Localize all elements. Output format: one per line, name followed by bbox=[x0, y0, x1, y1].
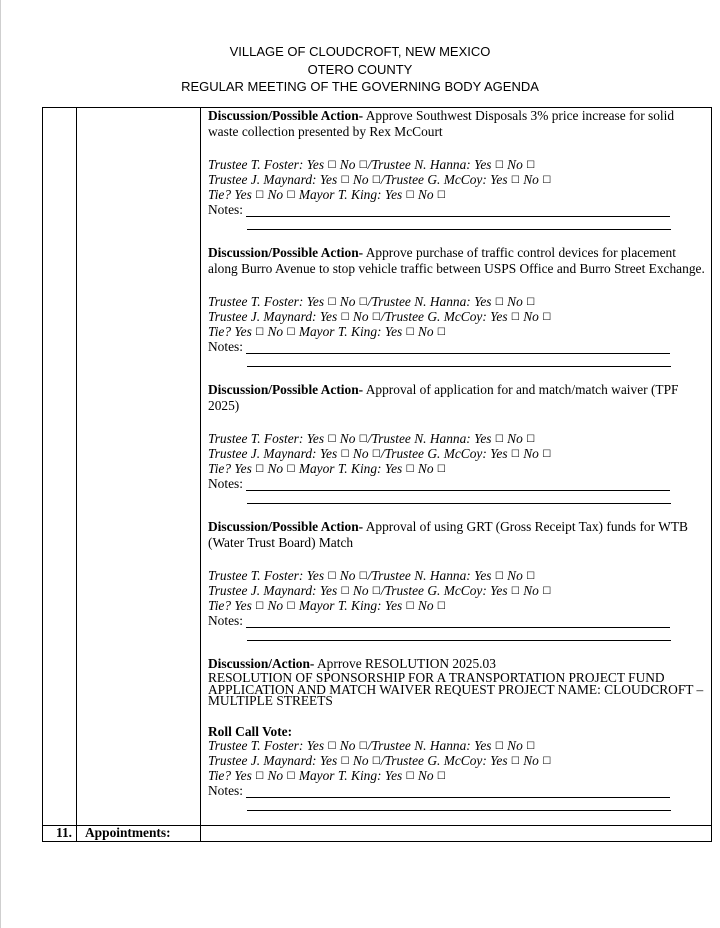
agenda-table bbox=[42, 107, 712, 842]
checkbox-hanna-yes[interactable]: ☐ bbox=[494, 297, 504, 308]
vote-label: Mayor T. King: Yes bbox=[298, 461, 403, 476]
vote-label: Trustee T. Foster: Yes bbox=[208, 294, 325, 309]
vote-label: No bbox=[267, 324, 284, 339]
vote-block bbox=[208, 739, 705, 784]
cell-number bbox=[43, 108, 77, 826]
vote-label: Tie? Yes bbox=[208, 324, 252, 339]
vote-label: /Trustee G. McCoy: Yes bbox=[380, 752, 508, 768]
checkbox-hanna-yes[interactable]: ☐ bbox=[494, 571, 504, 582]
vote-line-tie-mayor bbox=[208, 769, 705, 784]
checkbox-maynard-yes[interactable]: ☐ bbox=[340, 312, 350, 323]
vote-line-tie-mayor bbox=[208, 325, 705, 340]
cell-label bbox=[77, 108, 201, 826]
checkbox-hanna-yes[interactable]: ☐ bbox=[494, 434, 504, 445]
vote-label: No bbox=[352, 309, 372, 324]
vote-label: No bbox=[267, 461, 284, 476]
vote-line-tie-mayor bbox=[208, 188, 705, 203]
vote-label: Tie? Yes bbox=[208, 598, 252, 613]
checkbox-hanna-no[interactable]: ☐ bbox=[526, 740, 536, 752]
header-meeting: REGULAR MEETING OF THE GOVERNING BODY AGENDA bbox=[181, 79, 539, 94]
checkbox-mccoy-no[interactable]: ☐ bbox=[542, 312, 552, 323]
vote-line-foster-hanna bbox=[208, 739, 705, 754]
vote-label: No bbox=[339, 294, 359, 309]
checkbox-foster-no[interactable]: ☐ bbox=[358, 571, 368, 582]
action-item-title: Discussion/Possible Action- bbox=[208, 108, 364, 123]
notes-label: Notes: bbox=[208, 782, 243, 798]
vote-label: Trustee J. Maynard: Yes bbox=[208, 172, 338, 187]
spacer bbox=[208, 277, 705, 295]
vote-label: No bbox=[339, 431, 359, 446]
page-edge bbox=[0, 0, 1, 928]
checkbox-foster-no[interactable]: ☐ bbox=[358, 434, 368, 445]
vote-label: No bbox=[352, 446, 372, 461]
vote-label: No bbox=[267, 598, 284, 613]
vote-block bbox=[208, 158, 705, 203]
item-label: Appointments: bbox=[77, 825, 201, 841]
header-county: OTERO COUNTY bbox=[307, 61, 413, 77]
notes-row bbox=[208, 203, 705, 217]
checkbox-mayor-yes[interactable]: ☐ bbox=[405, 601, 415, 612]
notes-input-line-1[interactable] bbox=[246, 344, 670, 354]
vote-label: No bbox=[339, 568, 359, 583]
checkbox-mccoy-yes[interactable]: ☐ bbox=[510, 175, 520, 186]
vote-label: No bbox=[339, 157, 359, 172]
vote-label: No bbox=[417, 187, 434, 202]
checkbox-mccoy-no[interactable]: ☐ bbox=[542, 449, 552, 460]
checkbox-mayor-no[interactable]: ☐ bbox=[436, 464, 446, 475]
vote-label: No bbox=[523, 446, 539, 461]
item-content bbox=[201, 825, 712, 841]
checkbox-mayor-yes[interactable]: ☐ bbox=[405, 327, 415, 338]
checkbox-tie-no[interactable]: ☐ bbox=[286, 464, 296, 475]
notes-row bbox=[208, 784, 705, 798]
vote-label: /Trustee N. Hanna: Yes bbox=[367, 431, 492, 446]
vote-label: Mayor T. King: Yes bbox=[298, 187, 403, 202]
notes-label: Notes: bbox=[208, 202, 243, 217]
action-item bbox=[208, 382, 705, 504]
vote-label: No bbox=[523, 752, 539, 768]
vote-label: /Trustee G. McCoy: Yes bbox=[380, 446, 508, 461]
notes-input-line-1[interactable] bbox=[246, 618, 670, 628]
checkbox-foster-yes[interactable]: ☐ bbox=[327, 160, 337, 171]
spacer bbox=[208, 707, 705, 725]
action-items bbox=[201, 108, 711, 811]
checkbox-foster-yes[interactable]: ☐ bbox=[327, 571, 337, 582]
vote-label: No bbox=[417, 324, 434, 339]
vote-label: No bbox=[523, 583, 539, 598]
action-item-description bbox=[208, 519, 705, 551]
vote-label: /Trustee N. Hanna: Yes bbox=[367, 568, 492, 583]
vote-line-maynard-mccoy bbox=[208, 754, 705, 769]
checkbox-mccoy-no[interactable]: ☐ bbox=[542, 175, 552, 186]
notes-row bbox=[208, 477, 705, 491]
checkbox-maynard-yes[interactable]: ☐ bbox=[340, 449, 350, 460]
vote-label: Mayor T. King: Yes bbox=[298, 324, 403, 339]
action-item bbox=[208, 108, 705, 230]
action-item-description bbox=[208, 245, 705, 277]
action-item bbox=[208, 245, 705, 367]
vote-label: No bbox=[507, 568, 523, 583]
checkbox-maynard-yes[interactable]: ☐ bbox=[340, 755, 350, 767]
checkbox-mccoy-yes[interactable]: ☐ bbox=[510, 312, 520, 323]
checkbox-maynard-yes[interactable]: ☐ bbox=[340, 175, 350, 186]
vote-line-tie-mayor bbox=[208, 599, 705, 614]
agenda-header bbox=[0, 43, 720, 96]
checkbox-tie-yes[interactable]: ☐ bbox=[255, 770, 265, 782]
vote-label: Tie? Yes bbox=[208, 461, 252, 476]
vote-line-foster-hanna bbox=[208, 432, 705, 447]
vote-label: /Trustee N. Hanna: Yes bbox=[367, 157, 492, 172]
notes-input-line-2[interactable] bbox=[247, 628, 671, 641]
checkbox-tie-no[interactable]: ☐ bbox=[286, 770, 296, 782]
checkbox-mayor-no[interactable]: ☐ bbox=[436, 601, 446, 612]
action-item-description bbox=[208, 108, 705, 140]
checkbox-hanna-yes[interactable]: ☐ bbox=[494, 160, 504, 171]
vote-label: Trustee T. Foster: Yes bbox=[208, 737, 325, 753]
agenda-row-items bbox=[43, 108, 712, 826]
action-item-title: Discussion/Possible Action- bbox=[208, 245, 364, 260]
vote-label: /Trustee G. McCoy: Yes bbox=[380, 583, 508, 598]
checkbox-maynard-no[interactable]: ☐ bbox=[371, 586, 381, 597]
vote-line-foster-hanna bbox=[208, 569, 705, 584]
checkbox-hanna-no[interactable]: ☐ bbox=[526, 571, 536, 582]
checkbox-foster-no[interactable]: ☐ bbox=[358, 740, 368, 752]
checkbox-maynard-no[interactable]: ☐ bbox=[371, 312, 381, 323]
notes-input-line-2[interactable] bbox=[247, 798, 671, 811]
vote-label: Trustee T. Foster: Yes bbox=[208, 431, 325, 446]
item-number: 11. bbox=[43, 825, 77, 841]
checkbox-foster-yes[interactable]: ☐ bbox=[327, 297, 337, 308]
vote-label: No bbox=[339, 737, 359, 753]
vote-line-foster-hanna bbox=[208, 295, 705, 310]
vote-label: Trustee J. Maynard: Yes bbox=[208, 752, 338, 768]
checkbox-maynard-yes[interactable]: ☐ bbox=[340, 586, 350, 597]
checkbox-hanna-yes[interactable]: ☐ bbox=[494, 740, 504, 752]
checkbox-mayor-yes[interactable]: ☐ bbox=[405, 190, 415, 201]
vote-label: No bbox=[417, 598, 434, 613]
checkbox-mayor-no[interactable]: ☐ bbox=[436, 770, 446, 782]
vote-label: Tie? Yes bbox=[208, 187, 252, 202]
checkbox-maynard-no[interactable]: ☐ bbox=[371, 755, 381, 767]
checkbox-mayor-no[interactable]: ☐ bbox=[436, 190, 446, 201]
action-item bbox=[208, 656, 705, 811]
vote-line-maynard-mccoy bbox=[208, 173, 705, 188]
roll-call-heading: Roll Call Vote: bbox=[208, 723, 293, 739]
notes-row bbox=[208, 340, 705, 354]
vote-label: No bbox=[267, 767, 284, 783]
checkbox-tie-yes[interactable]: ☐ bbox=[255, 464, 265, 475]
vote-label: No bbox=[267, 187, 284, 202]
notes-label: Notes: bbox=[208, 339, 243, 354]
checkbox-mccoy-yes[interactable]: ☐ bbox=[510, 586, 520, 597]
action-item-text: Approve Southwest Disposals 3% price increase for solid waste collection presented by Rex McCourt bbox=[208, 108, 675, 139]
checkbox-tie-no[interactable]: ☐ bbox=[286, 327, 296, 338]
vote-label: No bbox=[507, 431, 523, 446]
checkbox-tie-no[interactable]: ☐ bbox=[286, 601, 296, 612]
checkbox-hanna-no[interactable]: ☐ bbox=[526, 160, 536, 171]
vote-label: No bbox=[523, 172, 539, 187]
checkbox-mayor-yes[interactable]: ☐ bbox=[405, 464, 415, 475]
vote-line-maynard-mccoy bbox=[208, 447, 705, 462]
checkbox-foster-no[interactable]: ☐ bbox=[358, 160, 368, 171]
checkbox-mccoy-no[interactable]: ☐ bbox=[542, 755, 552, 767]
vote-label: Mayor T. King: Yes bbox=[298, 767, 403, 783]
vote-label: Trustee T. Foster: Yes bbox=[208, 157, 325, 172]
vote-label: /Trustee G. McCoy: Yes bbox=[380, 309, 508, 324]
vote-label: Trustee T. Foster: Yes bbox=[208, 568, 325, 583]
checkbox-tie-no[interactable]: ☐ bbox=[286, 190, 296, 201]
action-item-text: Approval of using GRT (Gross Receipt Tax) funds for WTB (Water Trust Board) Match bbox=[208, 519, 688, 550]
checkbox-hanna-no[interactable]: ☐ bbox=[526, 297, 536, 308]
vote-label: No bbox=[507, 157, 523, 172]
header-village: VILLAGE OF CLOUDCROFT, NEW MEXICO bbox=[229, 44, 491, 59]
vote-line-tie-mayor bbox=[208, 462, 705, 477]
checkbox-maynard-no[interactable]: ☐ bbox=[371, 175, 381, 186]
action-item-text: Approval of application for and match/match waiver (TPF 2025) bbox=[208, 382, 679, 413]
checkbox-foster-yes[interactable]: ☐ bbox=[327, 740, 337, 752]
vote-block bbox=[208, 569, 705, 614]
vote-block bbox=[208, 295, 705, 340]
notes-input-line-1[interactable] bbox=[246, 481, 670, 491]
action-item-text: Approve purchase of traffic control devices for placement along Burro Avenue to stop vehicle traffic between USPS Office and Burro Street Exchange. bbox=[208, 245, 705, 276]
vote-label: No bbox=[352, 752, 372, 768]
vote-label: No bbox=[417, 767, 434, 783]
notes-label: Notes: bbox=[208, 476, 243, 491]
vote-label: No bbox=[523, 309, 539, 324]
checkbox-mccoy-yes[interactable]: ☐ bbox=[510, 755, 520, 767]
notes-input-line-2[interactable] bbox=[247, 491, 671, 504]
vote-label: Tie? Yes bbox=[208, 767, 252, 783]
checkbox-maynard-no[interactable]: ☐ bbox=[371, 449, 381, 460]
checkbox-mccoy-no[interactable]: ☐ bbox=[542, 586, 552, 597]
vote-label: Trustee J. Maynard: Yes bbox=[208, 583, 338, 598]
checkbox-mayor-no[interactable]: ☐ bbox=[436, 327, 446, 338]
vote-label: /Trustee N. Hanna: Yes bbox=[367, 294, 492, 309]
vote-label: No bbox=[507, 294, 523, 309]
notes-input-line-2[interactable] bbox=[247, 217, 671, 230]
agenda-row-appointments bbox=[43, 825, 712, 841]
resolution-text: RESOLUTION OF SPONSORSHIP FOR A TRANSPORTATION PROJECT FUND APPLICATION AND MATCH WAIVER REQUEST PROJECT NAME: CLOUDCROFT – MULTIPLE STREETS bbox=[208, 670, 704, 708]
vote-label: No bbox=[417, 461, 434, 476]
notes-input-line-1[interactable] bbox=[246, 207, 670, 217]
vote-label: No bbox=[352, 172, 372, 187]
checkbox-foster-no[interactable]: ☐ bbox=[358, 297, 368, 308]
vote-line-maynard-mccoy bbox=[208, 584, 705, 599]
checkbox-mayor-yes[interactable]: ☐ bbox=[405, 770, 415, 782]
cell-content bbox=[201, 108, 712, 826]
vote-label: Trustee J. Maynard: Yes bbox=[208, 309, 338, 324]
notes-input-line-2[interactable] bbox=[247, 354, 671, 367]
checkbox-mccoy-yes[interactable]: ☐ bbox=[510, 449, 520, 460]
vote-line-maynard-mccoy bbox=[208, 310, 705, 325]
vote-label: /Trustee G. McCoy: Yes bbox=[380, 172, 508, 187]
vote-label: No bbox=[352, 583, 372, 598]
action-item-description bbox=[208, 382, 705, 414]
checkbox-tie-yes[interactable]: ☐ bbox=[255, 327, 265, 338]
vote-block bbox=[208, 432, 705, 477]
vote-label: Trustee J. Maynard: Yes bbox=[208, 446, 338, 461]
vote-label: No bbox=[507, 737, 523, 753]
action-item-title: Discussion/Possible Action- bbox=[208, 382, 364, 397]
notes-label: Notes: bbox=[208, 613, 243, 628]
checkbox-tie-yes[interactable]: ☐ bbox=[255, 601, 265, 612]
notes-input-line-1[interactable] bbox=[246, 788, 670, 798]
action-item bbox=[208, 519, 705, 641]
spacer bbox=[208, 414, 705, 432]
vote-line-foster-hanna bbox=[208, 158, 705, 173]
action-item-title: Discussion/Possible Action- bbox=[208, 519, 364, 534]
checkbox-tie-yes[interactable]: ☐ bbox=[255, 190, 265, 201]
spacer bbox=[208, 551, 705, 569]
action-item-title: Discussion/Action- bbox=[208, 656, 315, 671]
action-item-text: Aprrove RESOLUTION 2025.03 bbox=[314, 656, 496, 671]
vote-label: /Trustee N. Hanna: Yes bbox=[367, 737, 492, 753]
vote-label: Mayor T. King: Yes bbox=[298, 598, 403, 613]
notes-row bbox=[208, 614, 705, 628]
checkbox-foster-yes[interactable]: ☐ bbox=[327, 434, 337, 445]
spacer bbox=[208, 140, 705, 158]
checkbox-hanna-no[interactable]: ☐ bbox=[526, 434, 536, 445]
